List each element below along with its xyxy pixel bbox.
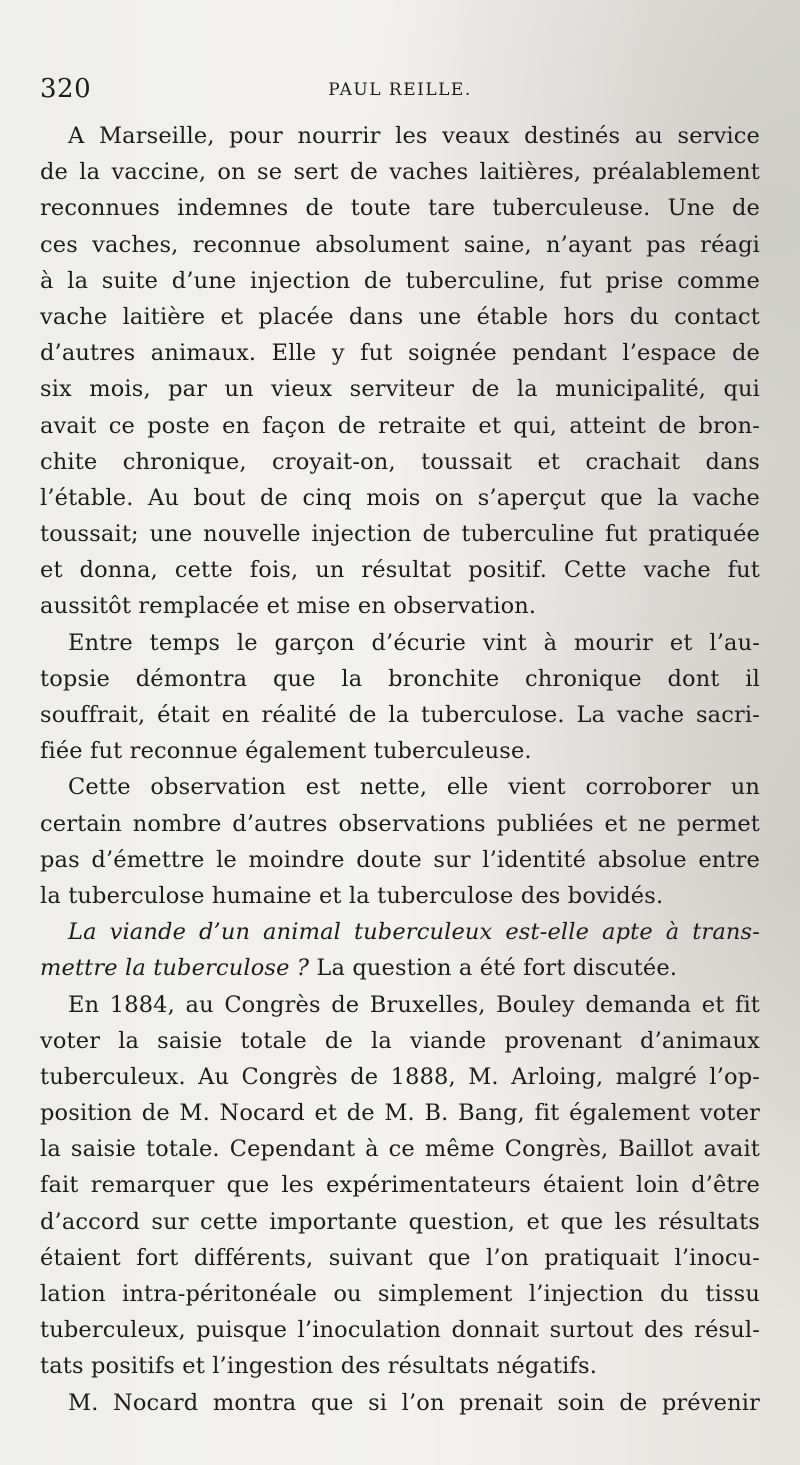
text-line [40, 950, 760, 986]
text-line: fait remarquer que les expérimentateurs étaient loin d’être [40, 1172, 760, 1199]
italic-question-line: La viande d’un animal tuberculeux est-elle apte à trans- [68, 919, 760, 946]
text-line: la saisie totale. Cependant à ce même Congrès, Baillot avait [40, 1136, 760, 1163]
text-line: M. Nocard montra que si l’on prenait soin de prévenir [68, 1389, 760, 1416]
text-line: d’accord sur cette importante question, et que les résultats [40, 1208, 760, 1235]
text-line: Entre temps le garçon d’écurie vint à mourir et l’au- [68, 629, 760, 656]
text-line: avait ce poste en façon de retraite et qui, atteint de bron- [40, 412, 760, 439]
text-line: pas d’émettre le moindre doute sur l’identité absolue entre [40, 846, 760, 873]
paragraph-5 [40, 987, 760, 1385]
text-line: En 1884, au Congrès de Bruxelles, Bouley demanda et fit [68, 991, 760, 1018]
text-line: vache laitière et placée dans une étable hors du contact [40, 303, 760, 330]
paragraph-2 [40, 625, 760, 770]
text-line: l’étable. Au bout de cinq mois on s’aperçut que la vache [40, 484, 760, 511]
text-line: A Marseille, pour nourrir les veaux destinés au service [68, 123, 760, 149]
text-line: six mois, par un vieux serviteur de la municipalité, qui [40, 376, 760, 403]
text-line: à la suite d’une injection de tuberculine, fut prise comme [40, 267, 760, 294]
text-line: reconnues indemnes de toute tare tuberculeuse. Une de [40, 195, 760, 222]
paragraph-1 [40, 118, 760, 625]
text-line: souffrait, était en réalité de la tuberculose. La vache sacri- [40, 702, 760, 728]
text-line: topsie démontra que la bronchite chronique dont il [40, 665, 760, 692]
body-text [40, 118, 760, 1421]
text-line: Cette observation est nette, elle vient corroborer un [68, 774, 760, 801]
text-line: de la vaccine, on se sert de vaches laitières, préalablement [40, 159, 760, 186]
text-line: et donna, cette fois, un résultat positif. Cette vache fut [40, 557, 760, 584]
text-line: fiée fut reconnue également tuberculeuse. [40, 738, 532, 765]
text-line: tats positifs et l’ingestion des résultats négatifs. [40, 1353, 597, 1380]
text-line: la tuberculose humaine et la tuberculose des bovidés. [40, 882, 664, 909]
page-number: 320 [40, 74, 92, 104]
text-line: lation intra-péritonéale ou simplement l’injection du tissu [40, 1281, 760, 1307]
text-line: position de M. Nocard et de M. B. Bang, fit également voter [40, 1100, 760, 1127]
text-line: certain nombre d’autres observations publiées et ne permet [40, 810, 760, 837]
roman-text: La question a été fort discutée. [309, 955, 678, 982]
paragraph-3 [40, 769, 760, 914]
text-line: aussitôt remplacée et mise en observation. [40, 593, 537, 620]
page-header [40, 74, 760, 108]
italic-question-end: mettre la tuberculose ? [40, 955, 310, 982]
paragraph-4 [40, 914, 760, 986]
paragraph-6 [40, 1385, 760, 1421]
text-line: étaient fort différents, suivant que l’on pratiquait l’inocu- [40, 1244, 760, 1271]
text-line: d’autres animaux. Elle y fut soignée pendant l’espace de [40, 340, 760, 367]
text-line: toussait; une nouvelle injection de tuberculine fut pratiquée [40, 521, 760, 548]
text-line: tuberculeux. Au Congrès de 1888, M. Arloing, malgré l’op- [40, 1063, 760, 1090]
text-line: tuberculeux, puisque l’inoculation donnait surtout des résul- [40, 1317, 760, 1344]
text-line: voter la saisie totale de la viande provenant d’animaux [40, 1027, 760, 1054]
text-line: ces vaches, reconnue absolument saine, n’ayant pas réagi [40, 231, 760, 258]
running-head: PAUL REILLE. [328, 80, 472, 100]
text-line: chite chronique, croyait-on, toussait et crachait dans [40, 448, 760, 475]
